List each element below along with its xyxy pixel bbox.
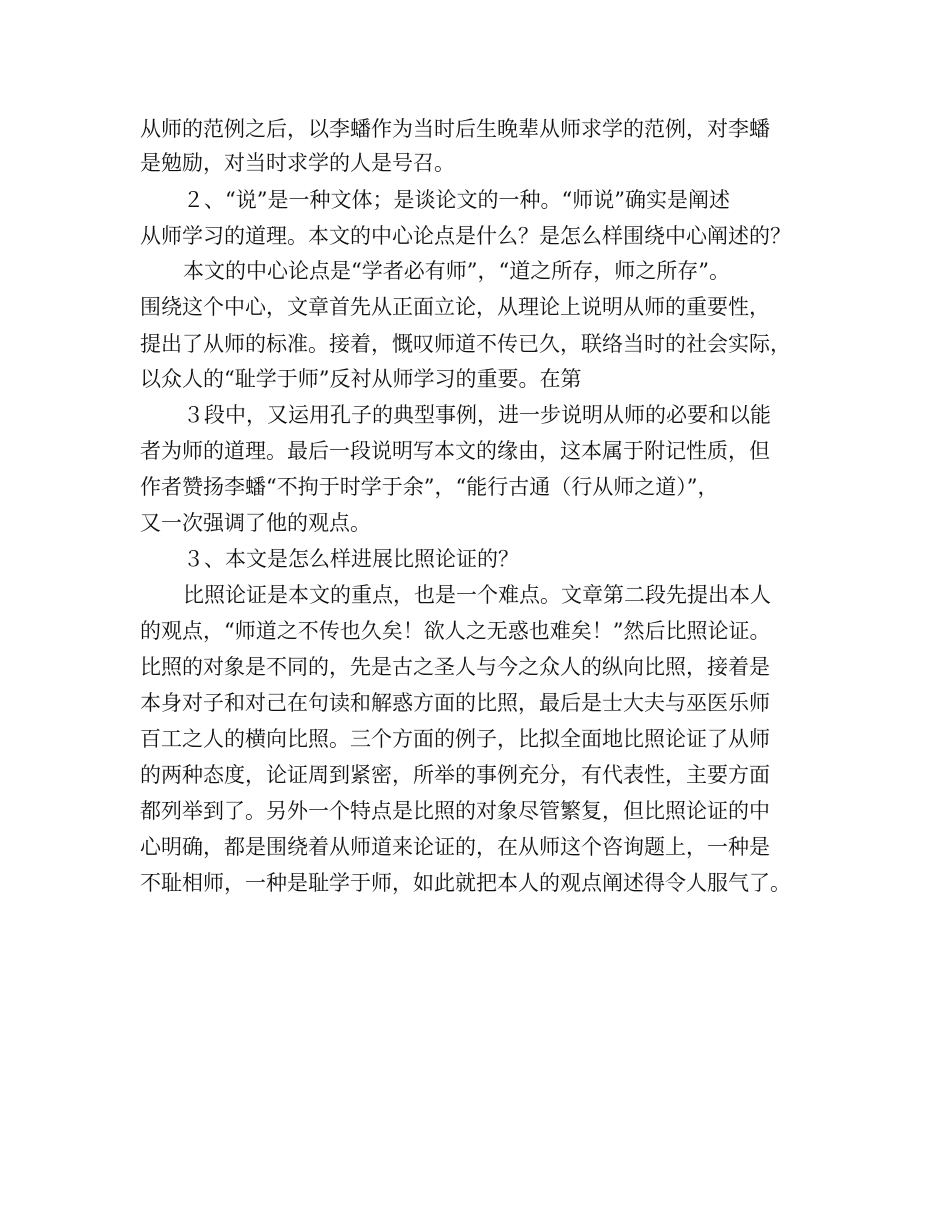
- text-line: 作者赞扬李蟠“不拘于时学于余”，“能行古通（行从师之道）”，: [140, 475, 719, 499]
- text-line: 围绕这个中心，文章首先从正面立论，从理论上说明从师的重要性，: [140, 295, 770, 319]
- text-line: 心明确，都是围绕着从师道来论证的，在从师这个咨询题上，一种是: [140, 835, 770, 859]
- text-line: 者为师的道理。最后一段说明写本文的缘由，这本属于附记性质，但: [140, 439, 770, 463]
- text-line: 从师学习的道理。本文的中心论点是什么？是怎么样围绕中心阐述的？: [140, 224, 791, 248]
- text-line: 以众人的“耻学于师”反衬从师学习的重要。在第: [140, 367, 582, 391]
- text-line: 百工之人的横向比照。三个方面的例子，比拟全面地比照论证了从师: [140, 727, 770, 751]
- text-line: 不耻相师，一种是耻学于师，如此就把本人的观点阐述得令人服气了。: [140, 871, 791, 895]
- text-line: 从师的范例之后，以李蟠作为当时后生晚辈从师求学的范例，对李蟠: [140, 117, 770, 141]
- text-line: 的两种态度，论证周到紧密，所举的事例充分，有代表性，主要方面: [140, 763, 770, 787]
- text-line: ３、本文是怎么样进展比照论证的？: [183, 547, 519, 571]
- text-line: 提出了从师的标准。接着，慨叹师道不传已久，联络当时的社会实际，: [140, 332, 791, 356]
- text-line: ２、“说”是一种文体；是谈论文的一种。“师说”确实是阐述: [183, 188, 730, 212]
- text-line: 本身对子和对己在句读和解惑方面的比照，最后是士大夫与巫医乐师: [140, 691, 770, 715]
- text-line: 比照论证是本文的重点，也是一个难点。文章第二段先提出本人: [183, 583, 771, 607]
- text-line: 都列举到了。另外一个特点是比照的对象尽管繁复，但比照论证的中: [140, 799, 770, 823]
- text-line: 的观点，“师道之不传也久矣！欲人之无惑也难矣！”然后比照论证。: [140, 619, 771, 643]
- text-line: 又一次强调了他的观点。: [140, 511, 371, 535]
- text-line: 比照的对象是不同的，先是古之圣人与今之众人的纵向比照，接着是: [140, 655, 770, 679]
- text-line: ３段中，又运用孔子的典型事例，进一步说明从师的必要和以能: [183, 403, 771, 427]
- text-line: 本文的中心论点是“学者必有师”，“道之所存，师之所存”。: [183, 259, 730, 283]
- text-line: 是勉励，对当时求学的人是号召。: [140, 151, 455, 175]
